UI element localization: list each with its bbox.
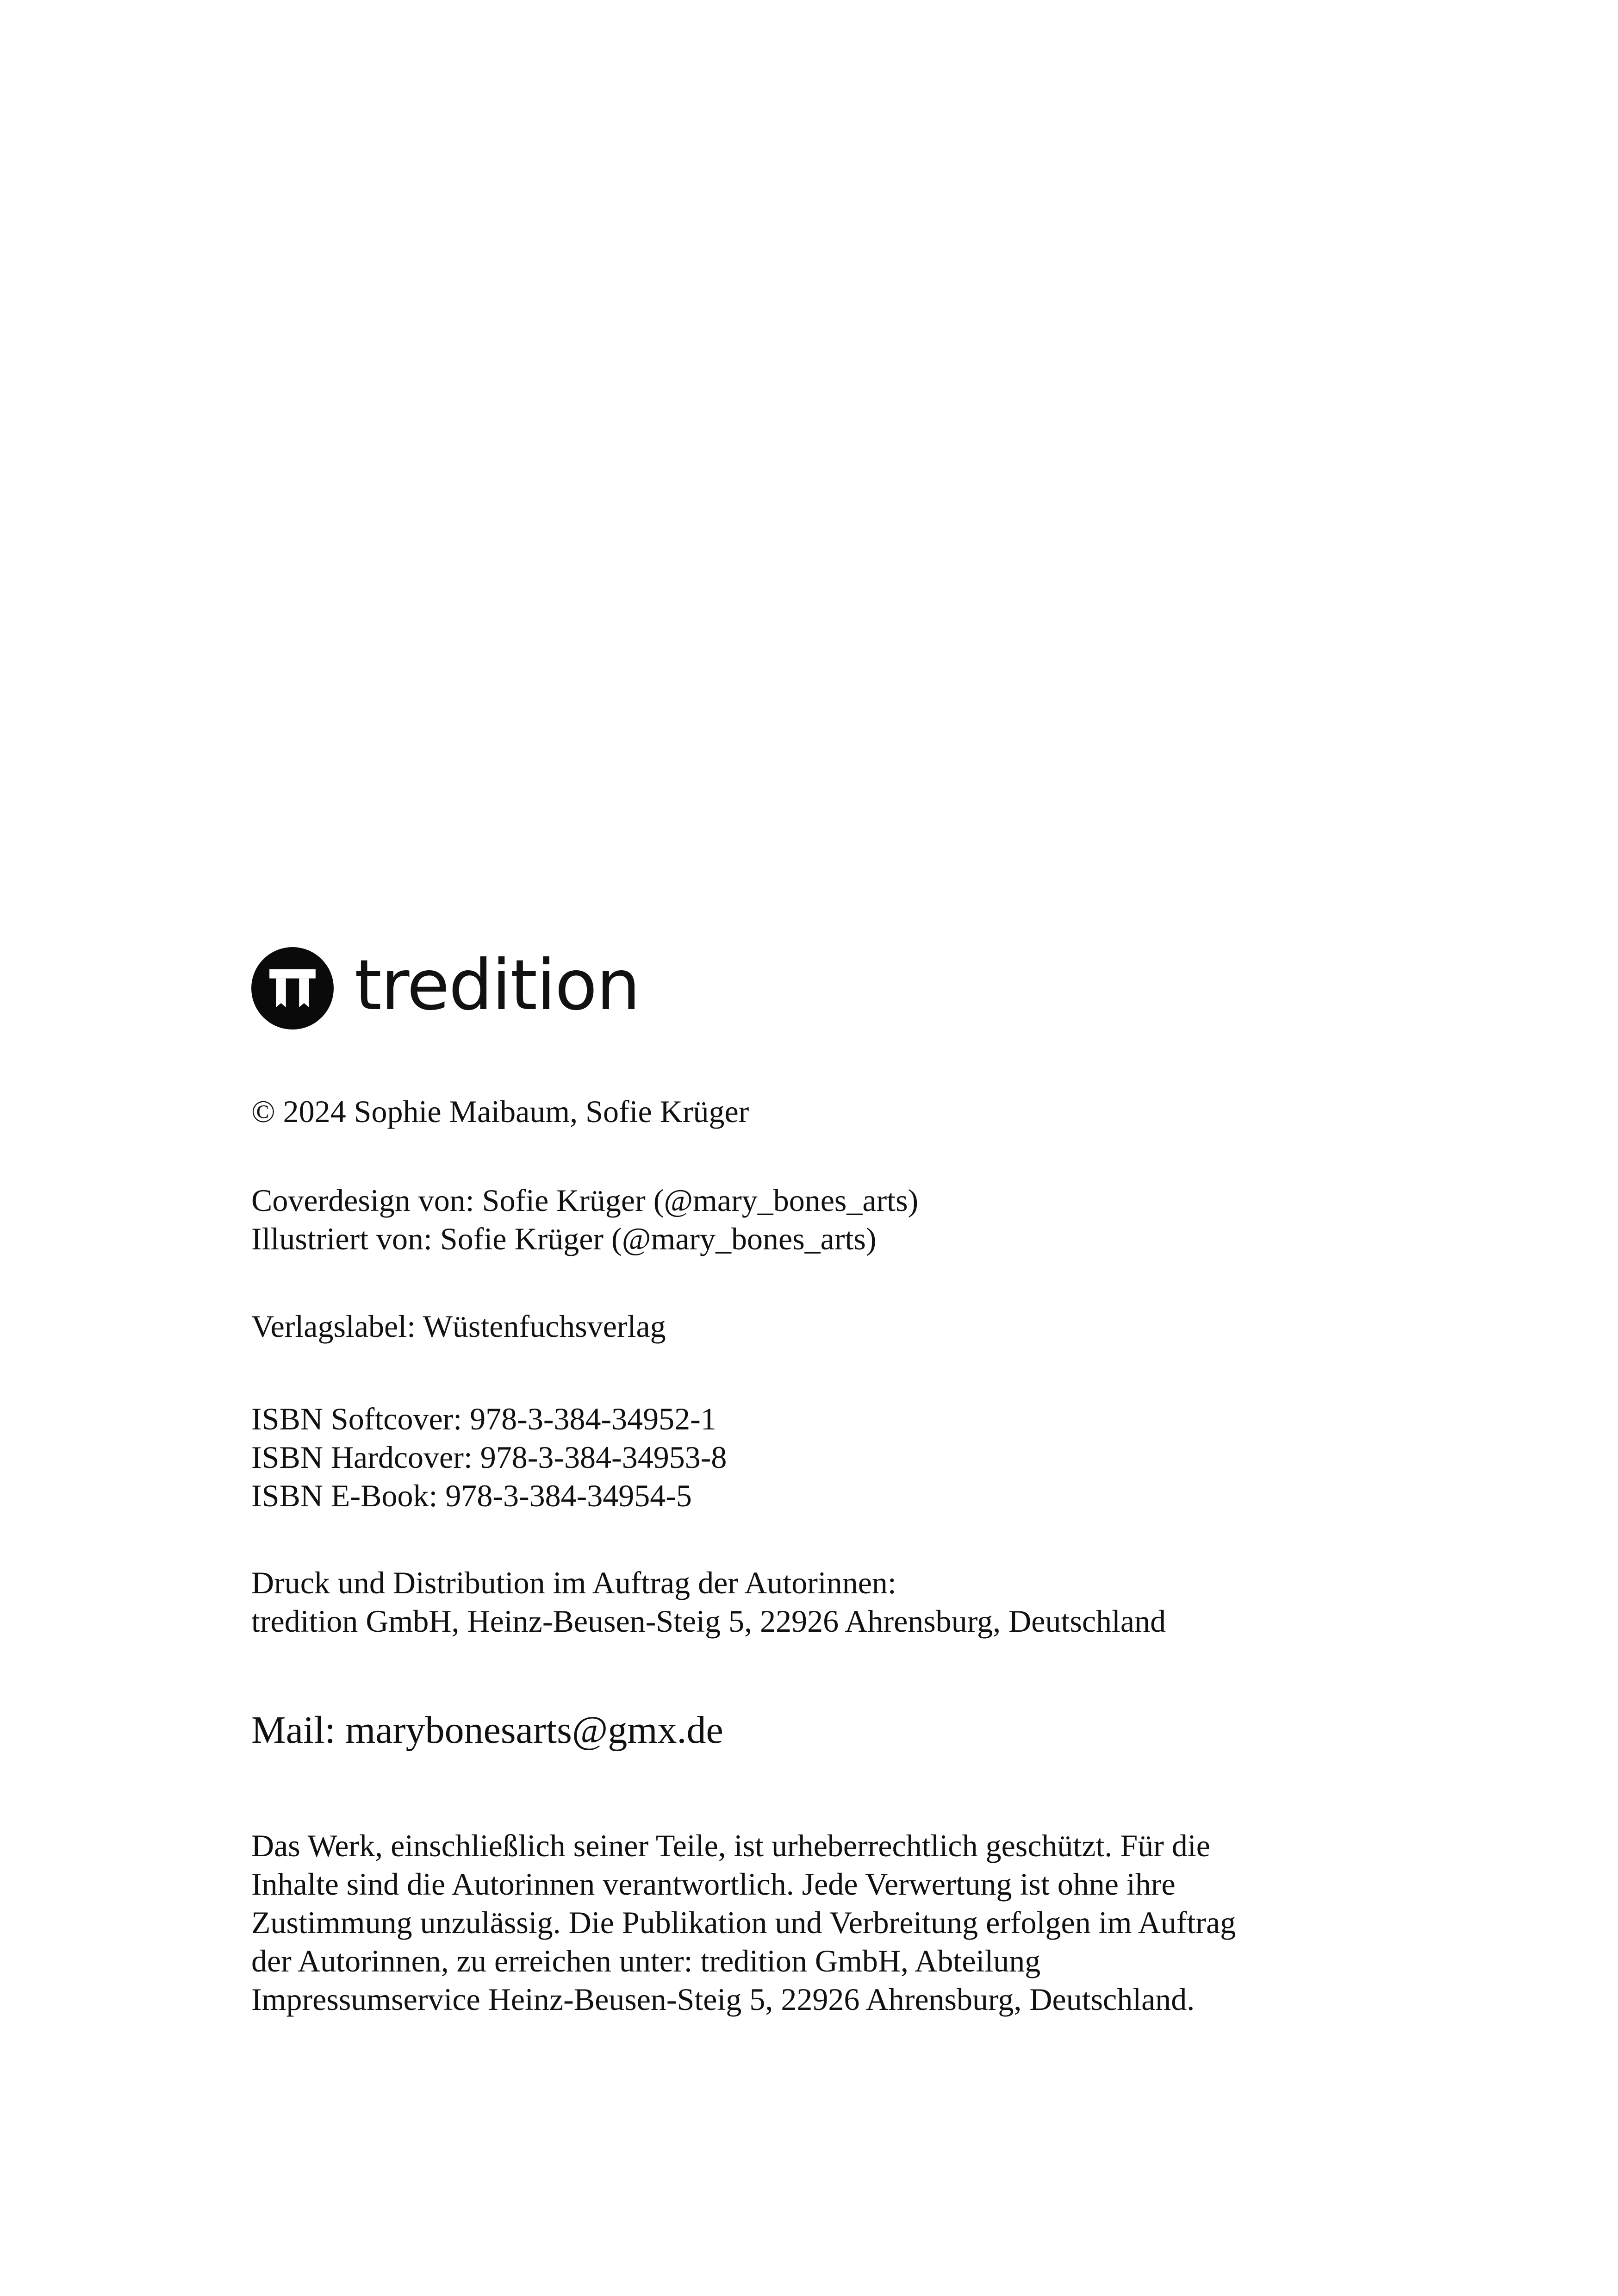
distribution-line-1: Druck und Distribution im Auftrag der Autorinnen:	[251, 1565, 896, 1600]
isbn-softcover: ISBN Softcover: 978-3-384-34952-1	[251, 1401, 716, 1436]
legal-line-3: Zustimmung unzulässig. Die Publikation und Verbreitung erfolgen im Auftrag	[251, 1905, 1236, 1940]
logo-wordmark: tredition	[355, 945, 640, 1026]
illustration-credit: Illustriert von: Sofie Krüger (@mary_bones_arts)	[251, 1221, 877, 1256]
distribution-line-2: tredition GmbH, Heinz-Beusen-Steig 5, 22926 Ahrensburg, Deutschland	[251, 1603, 1166, 1639]
legal-line-2: Inhalte sind die Autorinnen verantwortlich. Jede Verwertung ist ohne ihre	[251, 1866, 1176, 1902]
isbn-hardcover: ISBN Hardcover: 978-3-384-34953-8	[251, 1440, 727, 1475]
copyright-line: © 2024 Sophie Maibaum, Sofie Krüger	[251, 1094, 749, 1129]
tredition-logo-icon	[251, 947, 334, 1029]
isbn-block	[251, 1400, 727, 1515]
cover-credit: Coverdesign von: Sofie Krüger (@mary_bones_arts)	[251, 1183, 919, 1218]
contact-mail: Mail: marybonesarts@gmx.de	[251, 1709, 723, 1752]
legal-notice	[251, 1827, 1236, 2019]
legal-line-5: Impressumservice Heinz-Beusen-Steig 5, 22926 Ahrensburg, Deutschland.	[251, 1982, 1195, 2017]
label-line: Verlagslabel: Wüstenfuchsverlag	[251, 1309, 666, 1344]
legal-line-1: Das Werk, einschließlich seiner Teile, ist urheberrechtlich geschützt. Für die	[251, 1828, 1210, 1863]
publisher-logo	[251, 947, 640, 1030]
credits-block	[251, 1181, 918, 1258]
legal-line-4: der Autorinnen, zu erreichen unter: tredition GmbH, Abteilung	[251, 1943, 1041, 1978]
isbn-ebook: ISBN E-Book: 978-3-384-34954-5	[251, 1478, 692, 1513]
copyright-notice	[251, 1092, 749, 1131]
publisher-label	[251, 1307, 666, 1346]
distribution-block	[251, 1564, 1166, 1641]
